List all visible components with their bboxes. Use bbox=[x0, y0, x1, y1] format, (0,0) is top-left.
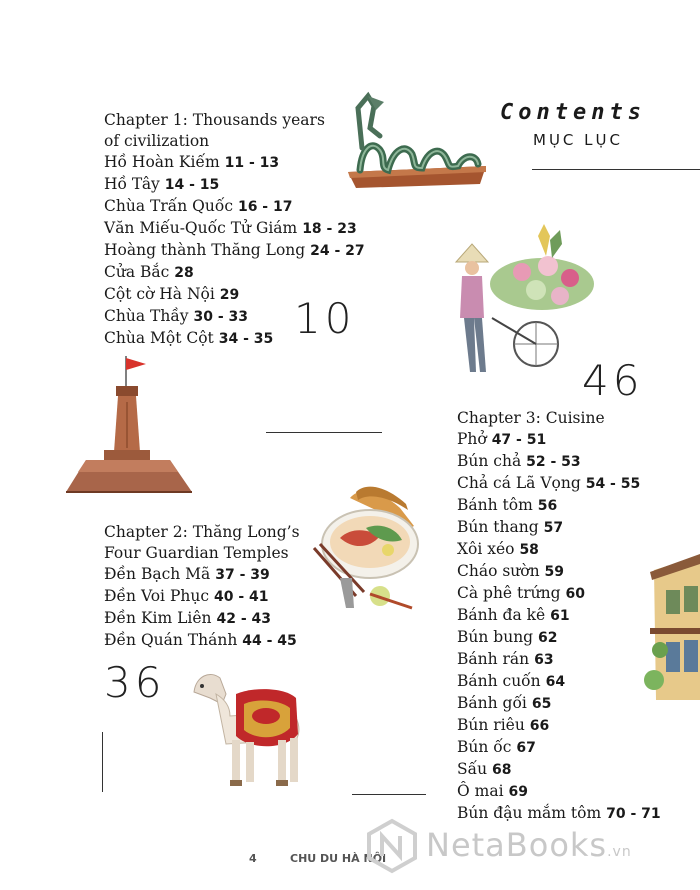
toc-entry[interactable] bbox=[457, 715, 661, 737]
entry-title: Chả cá Lã Vọng bbox=[457, 474, 581, 492]
toc-entry[interactable] bbox=[457, 605, 661, 627]
entry-title: Phở bbox=[457, 430, 487, 448]
chapter2-list bbox=[104, 564, 297, 652]
toc-entry[interactable] bbox=[104, 564, 297, 586]
toc-entry[interactable] bbox=[104, 240, 365, 262]
entry-pages: 18 - 23 bbox=[302, 221, 357, 237]
horse-statue-illustration bbox=[186, 664, 312, 792]
toc-entry[interactable] bbox=[104, 174, 365, 196]
entry-pages: 61 bbox=[550, 608, 570, 624]
toc-entry[interactable] bbox=[457, 649, 661, 671]
entry-title: Bún ốc bbox=[457, 738, 512, 756]
entry-title: Đền Voi Phục bbox=[104, 587, 210, 605]
entry-pages: 24 - 27 bbox=[310, 243, 365, 259]
chapter1-page-number: 10 bbox=[294, 294, 356, 343]
chapter1-heading-line1: Chapter 1: Thousands years bbox=[104, 111, 325, 129]
entry-pages: 34 - 35 bbox=[218, 331, 274, 347]
entry-pages: 54 - 55 bbox=[585, 476, 641, 492]
toc-entry[interactable] bbox=[457, 693, 661, 715]
entry-pages: 65 bbox=[531, 696, 552, 712]
toc-entry[interactable] bbox=[457, 429, 661, 451]
toc-entry[interactable] bbox=[457, 759, 661, 781]
entry-pages: 59 bbox=[544, 564, 565, 580]
toc-entry[interactable] bbox=[104, 152, 365, 174]
entry-pages: 69 bbox=[508, 784, 528, 800]
entry-pages: 63 bbox=[534, 652, 554, 668]
entry-pages: 66 bbox=[529, 718, 550, 734]
entry-pages: 14 - 15 bbox=[164, 177, 220, 193]
entry-title: Bún thang bbox=[457, 518, 539, 536]
pho-bowl-illustration bbox=[310, 478, 430, 628]
chapter2-divider bbox=[352, 794, 426, 795]
toc-entry[interactable] bbox=[457, 451, 661, 473]
entry-pages: 52 - 53 bbox=[526, 454, 581, 470]
entry-title: Hồ Tây bbox=[104, 175, 160, 193]
footer-book-title: CHU DU HÀ NỘI bbox=[290, 852, 387, 865]
entry-title: Sấu bbox=[457, 760, 488, 778]
footer-page-number: 4 bbox=[249, 852, 257, 865]
toc-entry[interactable] bbox=[457, 473, 661, 495]
chapter2-heading-line1: Chapter 2: Thăng Long’s bbox=[104, 523, 300, 541]
entry-pages: 40 - 41 bbox=[213, 589, 269, 605]
entry-pages: 42 - 43 bbox=[216, 611, 271, 627]
toc-entry[interactable] bbox=[457, 561, 661, 583]
entry-title: Bún chả bbox=[457, 452, 522, 470]
toc-entry[interactable] bbox=[457, 781, 661, 803]
toc-entry[interactable] bbox=[457, 517, 661, 539]
toc-entry[interactable] bbox=[104, 630, 297, 652]
entry-pages: 62 bbox=[538, 630, 558, 646]
entry-title: Chùa Một Cột bbox=[104, 329, 214, 347]
entry-pages: 67 bbox=[516, 740, 536, 756]
entry-title: Hoàng thành Thăng Long bbox=[104, 241, 306, 259]
entry-title: Bún bung bbox=[457, 628, 534, 646]
toc-entry[interactable] bbox=[104, 608, 297, 630]
chapter3-page-number: 46 bbox=[582, 356, 644, 405]
entry-title: Bánh đa kê bbox=[457, 606, 546, 624]
toc-entry[interactable] bbox=[104, 586, 297, 608]
entry-title: Cà phê trứng bbox=[457, 584, 561, 602]
entry-title: Đền Quán Thánh bbox=[104, 631, 238, 649]
chapter3-heading: Chapter 3: Cuisine bbox=[457, 409, 605, 427]
entry-title: Cháo sườn bbox=[457, 562, 540, 580]
entry-title: Ô mai bbox=[457, 782, 504, 800]
entry-title: Bún đậu mắm tôm bbox=[457, 804, 602, 822]
toc-entry[interactable] bbox=[457, 671, 661, 693]
entry-title: Hồ Hoàn Kiếm bbox=[104, 153, 220, 171]
chapter2-heading-line2: Four Guardian Temples bbox=[104, 544, 289, 562]
flag-tower-illustration bbox=[60, 352, 196, 502]
entry-title: Cửa Bắc bbox=[104, 263, 170, 281]
entry-pages: 44 - 45 bbox=[242, 633, 297, 649]
entry-pages: 28 bbox=[174, 265, 194, 281]
contents-subtitle: MỤC LỤC bbox=[533, 131, 623, 149]
chapter1-divider bbox=[266, 432, 382, 433]
watermark-suffix: .vn bbox=[607, 844, 632, 860]
header-divider bbox=[532, 169, 700, 170]
entry-title: Chùa Trấn Quốc bbox=[104, 197, 234, 215]
entry-pages: 70 - 71 bbox=[606, 806, 661, 822]
chapter1-heading-line2: of civilization bbox=[104, 132, 210, 150]
toc-entry[interactable] bbox=[457, 627, 661, 649]
flower-vendor-bicycle-illustration bbox=[452, 222, 602, 382]
entry-pages: 56 bbox=[537, 498, 558, 514]
chapter3-list bbox=[457, 429, 661, 825]
entry-title: Xôi xéo bbox=[457, 540, 515, 558]
entry-pages: 58 bbox=[519, 542, 539, 558]
toc-entry[interactable] bbox=[104, 196, 365, 218]
toc-entry[interactable] bbox=[104, 218, 365, 240]
entry-pages: 16 - 17 bbox=[237, 199, 293, 215]
entry-pages: 37 - 39 bbox=[215, 567, 270, 583]
entry-title: Chùa Thầy bbox=[104, 307, 189, 325]
entry-title: Cột cờ Hà Nội bbox=[104, 285, 215, 303]
watermark-brand bbox=[426, 826, 632, 864]
chapter2-side-rule bbox=[102, 732, 103, 792]
netabooks-logo-icon bbox=[364, 818, 420, 874]
entry-title: Bánh cuốn bbox=[457, 672, 541, 690]
old-house-illustration bbox=[644, 550, 700, 710]
toc-entry[interactable] bbox=[457, 583, 661, 605]
entry-title: Bánh rán bbox=[457, 650, 530, 668]
toc-entry[interactable] bbox=[457, 539, 661, 561]
watermark-brand-text: NetaBooks bbox=[426, 826, 608, 864]
toc-entry[interactable] bbox=[457, 803, 661, 825]
entry-pages: 60 bbox=[565, 586, 585, 602]
entry-pages: 47 - 51 bbox=[491, 432, 547, 448]
entry-pages: 29 bbox=[219, 287, 240, 303]
entry-title: Đền Kim Liên bbox=[104, 609, 212, 627]
entry-title: Bánh gối bbox=[457, 694, 527, 712]
entry-pages: 57 bbox=[543, 520, 564, 536]
entry-title: Văn Miếu-Quốc Tử Giám bbox=[104, 219, 298, 237]
entry-pages: 64 bbox=[545, 674, 566, 690]
toc-entry[interactable] bbox=[457, 495, 661, 517]
entry-title: Đền Bạch Mã bbox=[104, 565, 211, 583]
entry-pages: 11 - 13 bbox=[224, 155, 280, 171]
chapter2-page-number: 36 bbox=[104, 658, 166, 707]
entry-pages: 30 - 33 bbox=[193, 309, 249, 325]
toc-entry[interactable] bbox=[457, 737, 661, 759]
toc-entry[interactable] bbox=[104, 262, 365, 284]
entry-pages: 68 bbox=[492, 762, 512, 778]
entry-title: Bánh tôm bbox=[457, 496, 533, 514]
contents-title: Contents bbox=[500, 100, 646, 125]
entry-title: Bún riêu bbox=[457, 716, 525, 734]
